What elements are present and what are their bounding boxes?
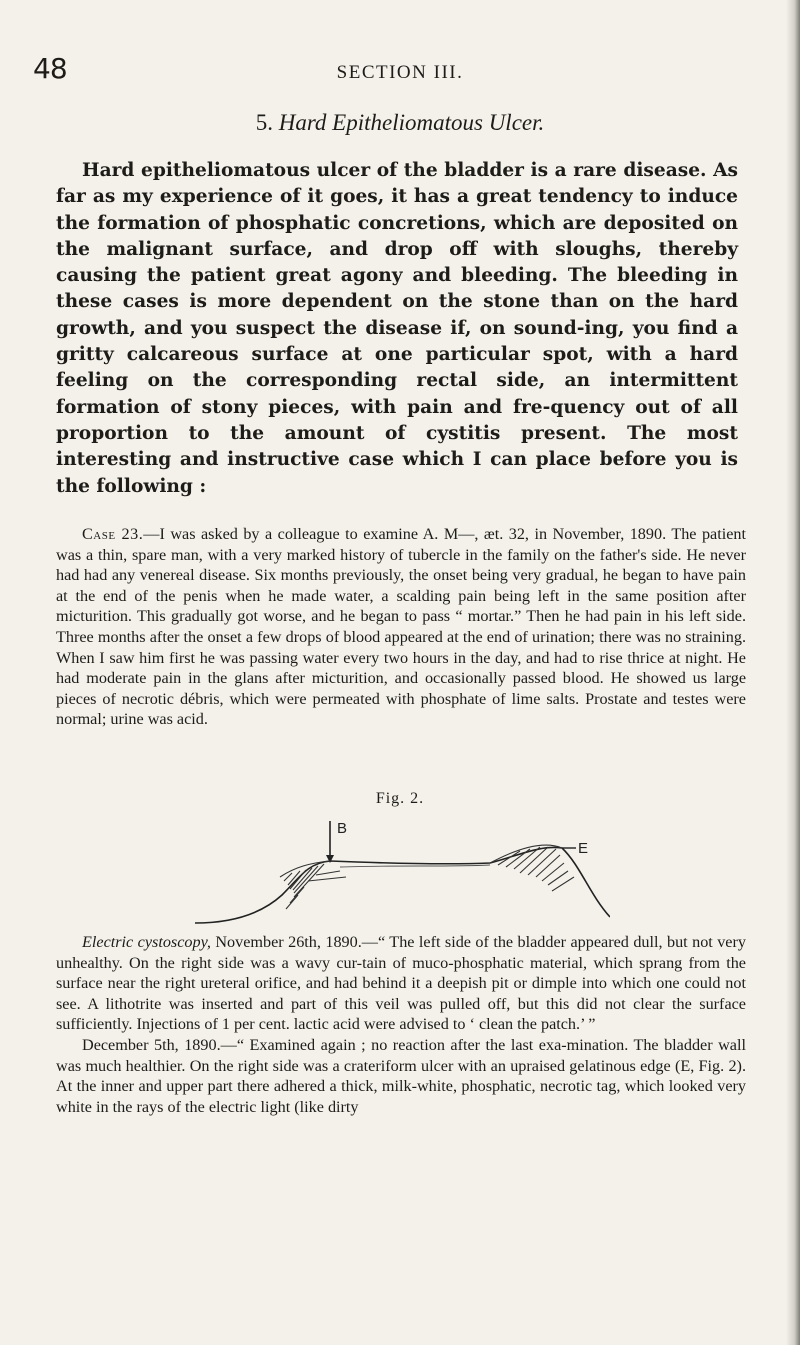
december-text-after: , Fig. 2). At the inner and upper part there adhered a thick, milk-white, phosphatic, necrotic tag, which looked very white in the rays of the electric light (like dirty: [56, 1056, 746, 1116]
label-e: E: [578, 840, 589, 857]
cystoscopy-heading: Electric cystoscopy,: [82, 933, 211, 951]
december-ref-letter: E: [680, 1056, 691, 1075]
case-text: —I was asked by a colleague to examine A. M—, æt. 32, in November, 1890. The patient was a thin, spare man, with a very marked history of tubercle in the family on the father's side. He never had had any venereal disease. Six months previously, the onset being very gradual, he began to have pain at the end of the penis when he made water, a scalding pain being left in the same position after micturition. This gradually got worse, and he began to pass “ mortar.” Then he had pain in his left side. Three months after the onset a few drops of blood appeared at the end of urination; there was no straining. When I saw him first he was passing water every two hours in the day, and had to rise thrice at night. He had moderate pain in the glans after micturition, and occasionally passed blood. He showed us large pieces of necrotic débris, which were permeated with phosphate of lime salts. Prostate and testes were normal; urine was acid.: [56, 525, 747, 729]
ulcer-outline: [195, 847, 610, 923]
label-b: B: [337, 820, 348, 837]
left-edge-hatching: [280, 861, 346, 909]
cystoscopy-paragraph: [56, 932, 746, 1035]
december-paragraph: [56, 1035, 746, 1117]
figure-caption: Fig. 2.: [375, 790, 425, 807]
cystoscopy-text: November 26th, 1890.—“ The left side of the bladder appeared dull, but not very unhealthy. On the right side was a wavy cur-tain of muco-phosphatic material, which sprang from the surface near the right ureteral orifice, and had behind it a deepish pit or dimple into which one could not see. A lithotrite was inserted and part of this veil was pulled off, but this did not clear the surface sufficiently. Injections of 1 per cent. lactic acid were advised to ‘ clean the patch.’ ”: [56, 933, 746, 1034]
right-edge-hatching: [490, 845, 574, 891]
section-heading: [0, 110, 800, 136]
page-number: 48: [33, 52, 67, 85]
page-edge-shadow: [786, 0, 800, 1345]
bladder-ulcer-figure: [190, 815, 610, 925]
case-label: Case 23.: [82, 525, 144, 543]
case-paragraph: [56, 524, 746, 730]
december-text-before: December 5th, 1890.—“ Examined again ; no reaction after the last exa-mination. The bladder wall was much healthier. On the right side was a crateriform ulcer with an upraised gelatinous edge (: [56, 1036, 746, 1075]
running-head: SECTION III.: [336, 62, 464, 83]
lead-paragraph: Hard epitheliomatous ulcer of the bladder is a rare disease. As far as my experience of it goes, it has a great tendency to induce the formation of phosphatic concretions, which are deposited on the malignant surface, and drop off with sloughs, thereby causing the patient great agony and bleeding. The bleeding in these cases is more dependent on the stone than on the hard growth, and you suspect the disease if, on sound-ing, you find a gritty calcareous surface at one particular spot, with a hard feeling on the corresponding rectal side, an intermittent formation of stony pieces, with pain and fre-quency out of all proportion to the amount of cystitis present. The most interesting and instructive case which I can place before you is the following :: [56, 160, 738, 497]
section-title: Hard Epitheliomatous Ulcer.: [278, 110, 545, 135]
section-number: 5.: [255, 110, 273, 135]
curtain-line: [340, 865, 490, 867]
